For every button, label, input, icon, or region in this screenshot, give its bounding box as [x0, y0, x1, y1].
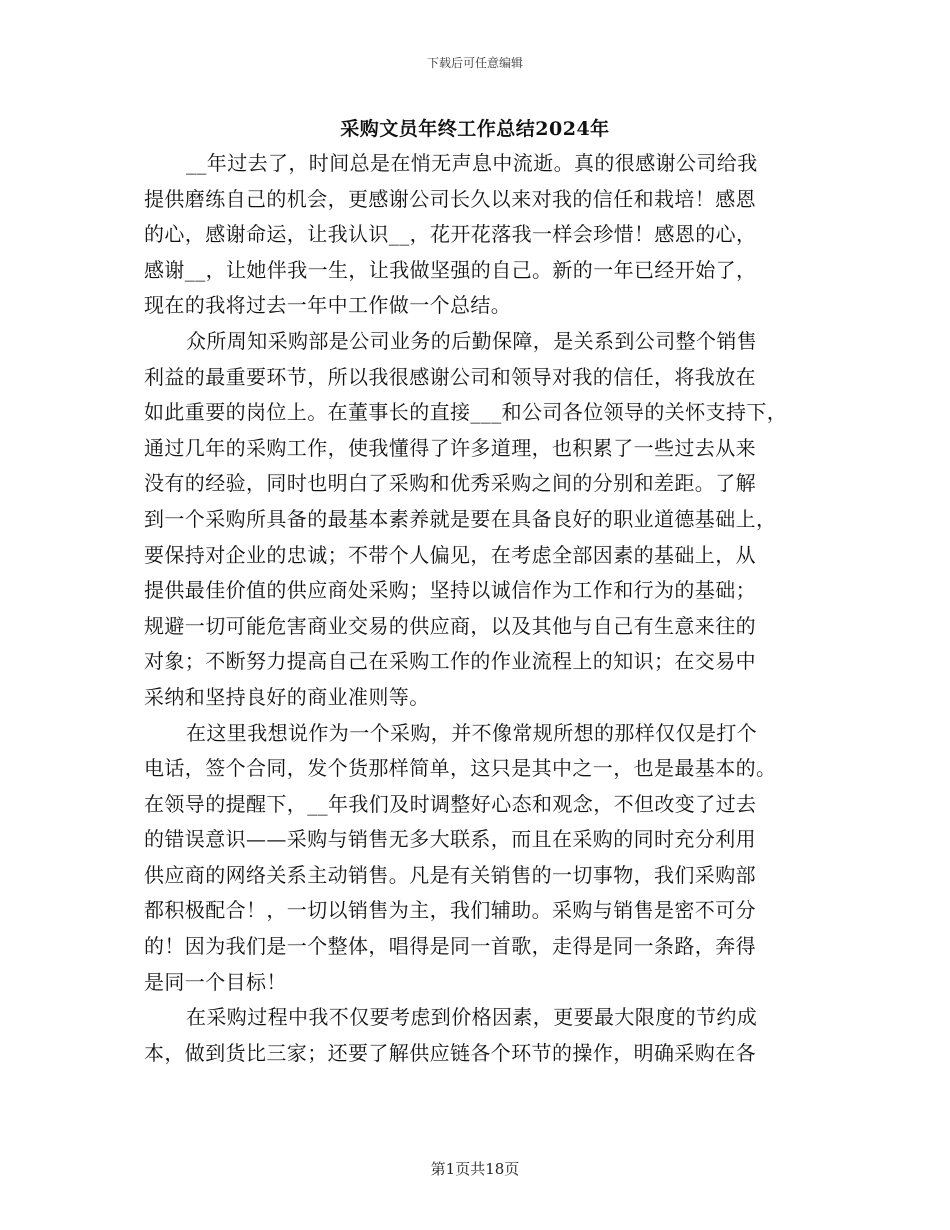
page-number-footer: 第1页共18页: [430, 1160, 520, 1178]
text-line: 到一个采购所具备的最基本素养就是要在具备良好的职业道德基础上，: [144, 506, 777, 531]
text-line: 感谢__，让她伴我一生，让我做坚强的自己。新的一年已经开始了，: [144, 257, 757, 282]
text-line: 的心，感谢命运，让我认识__，花开花落我一样会珍惜！感恩的心，: [144, 222, 757, 247]
text-line: 是同一个目标！: [144, 969, 287, 994]
paragraph: [144, 324, 816, 716]
text-line: 对象；不断努力提高自己在采购工作的作业流程上的知识；在交易中: [144, 649, 756, 674]
text-line: 众所周知采购部是公司业务的后勤保障，是关系到公司整个销售: [186, 328, 758, 353]
document-title: 采购文员年终工作总结2024年: [340, 118, 610, 140]
text-line: 如此重要的岗位上。在董事长的直接___和公司各位领导的关怀支持下，: [144, 400, 788, 425]
text-line: 利益的最重要环节，所以我很感谢公司和领导对我的信任，将我放在: [144, 364, 756, 389]
text-line: 本，做到货比三家；还要了解供应链各个环节的操作，明确采购在各: [144, 1040, 756, 1065]
text-line: 供应商的网络关系主动销售。凡是有关销售的一切事物，我们采购部: [144, 862, 756, 887]
text-line: 通过几年的采购工作，使我懂得了许多道理，也积累了一些过去从来: [144, 435, 756, 460]
paragraph: [144, 716, 816, 1001]
text-line: 没有的经验，同时也明白了采购和优秀采购之间的分别和差距。了解: [144, 471, 756, 496]
text-line: 采纳和坚持良好的商业准则等。: [144, 684, 430, 709]
text-line: 在这里我想说作为一个采购，并不像常规所想的那样仅仅是打个: [186, 720, 758, 745]
document-body: [144, 146, 816, 1071]
paragraph: [144, 146, 816, 324]
text-line: 都积极配合！，一切以销售为主，我们辅助。采购与销售是密不可分: [144, 898, 756, 923]
text-line: 在采购过程中我不仅要考虑到价格因素，更要最大限度的节约成: [186, 1005, 758, 1030]
text-line: 提供磨练自己的机会，更感谢公司长久以来对我的信任和栽培！感恩: [144, 186, 756, 211]
text-line: 现在的我将过去一年中工作做一个总结。: [144, 293, 512, 318]
page-header-note: 下载后可任意编辑: [426, 56, 523, 70]
text-line: __年过去了，时间总是在悄无声息中流逝。真的很感谢公司给我: [186, 151, 758, 175]
text-line: 提供最佳价值的供应商处采购；坚持以诚信作为工作和行为的基础；: [144, 578, 756, 603]
text-line: 电话，签个合同，发个货那样简单，这只是其中之一，也是最基本的。: [144, 756, 777, 781]
text-line: 的！因为我们是一个整体，唱得是同一首歌，走得是同一条路，奔得: [144, 934, 756, 959]
paragraph: [144, 1000, 816, 1071]
text-line: 的错误意识——采购与销售无多大联系，而且在采购的同时充分利用: [144, 827, 756, 852]
text-line: 要保持对企业的忠诚；不带个人偏见，在考虑全部因素的基础上，从: [144, 542, 756, 567]
text-line: 规避一切可能危害商业交易的供应商，以及其他与自己有生意来往的: [144, 613, 756, 638]
text-line: 在领导的提醒下，__年我们及时调整好心态和观念，不但改变了过去: [144, 791, 757, 816]
